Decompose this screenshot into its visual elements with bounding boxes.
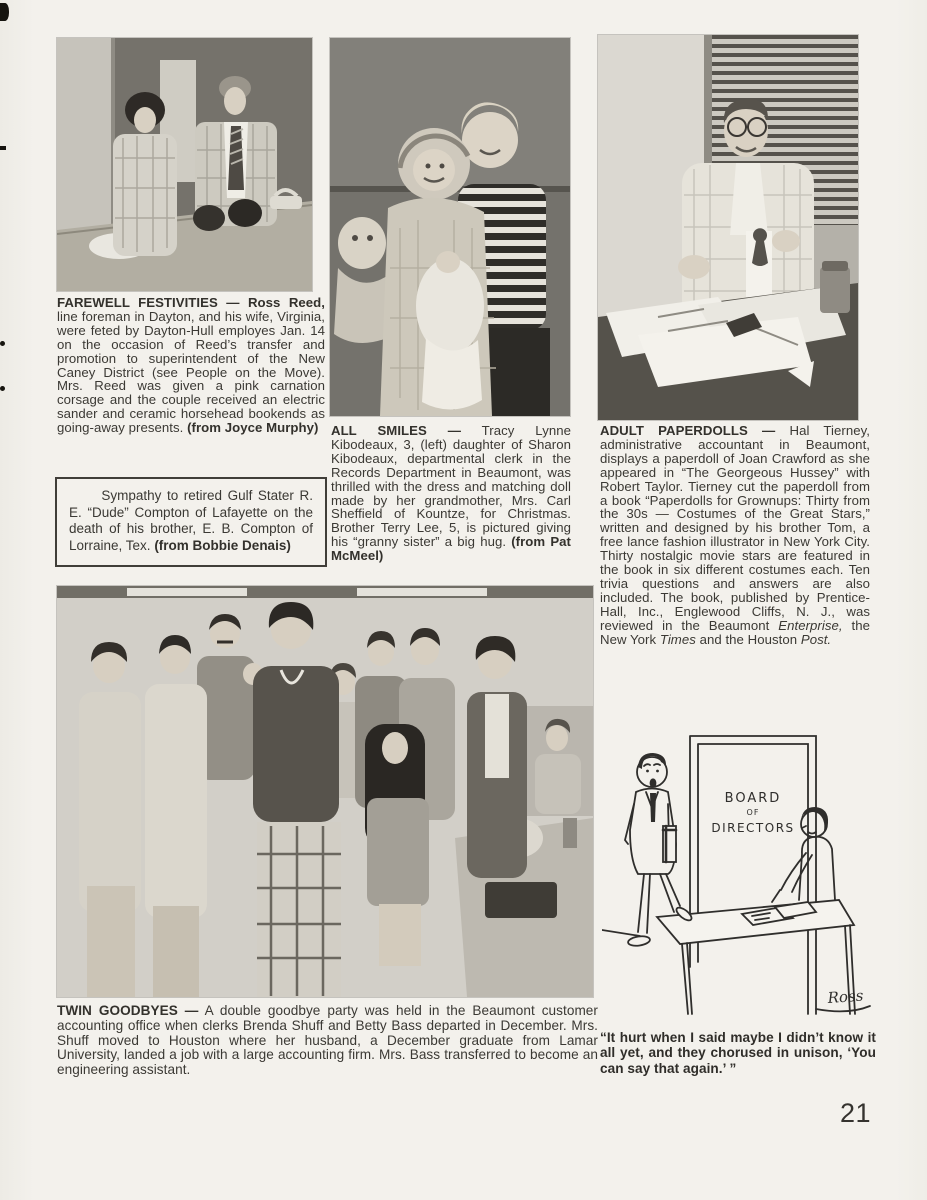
cartoon-illustration [602,722,890,1020]
scan-artifact [0,341,5,346]
caption-all-smiles-credit: (from Pat McMeel) [331,534,571,564]
sympathy-note-box [55,477,327,567]
scan-artifact [0,3,9,21]
caption-twin-body: A double goodbye party was held in the Beaumont customer accounting office when clerks Brenda Shuff and Betty Bass departed in December. Mrs. Shuff moved to Houston where her husband, a December graduate from Lamar University, landed a job with a large accounting firm. Mrs. Bass transferred to become an engineering assistant. [57,1003,598,1078]
caption-farewell-body: line foreman in Dayton, and his wife, Virginia, were feted by Dayton-Hull employes Jan. 14 on the occasion of Reed’s transfer and promotion to superintendent of the New Caney District (see People on the Move). Mrs. Reed was given a pink carnation corsage and the couple received an electric sander and ceramic horsehead bookends as going-away presents. [57,308,325,436]
sympathy-body: Sympathy to retired Gulf Stater R. E. “Dude” Compton of Lafayette on the death of his brother, E. B. Compton of Lorraine, Tex. [69,488,313,553]
caption-paperdolls-italic-post: Post. [800,631,832,647]
photo-all-smiles [330,38,570,416]
door-sign-line1: BOARD [724,791,782,806]
scan-artifact [0,386,5,391]
door-sign-line2: OF [746,808,760,817]
caption-farewell-lead: FAREWELL FESTIVITIES — Ross Reed, [57,295,325,310]
door-sign [711,791,794,835]
caption-paperdolls-lead: ADULT PAPERDOLLS — [600,423,776,438]
caption-paperdolls-body: Hal Tierney, administrative accountant in Beaumont, displays a paperdoll of Joan Crawford as she appeared in “The Georgeous Hussey” with Robert Taylor. Tierney cut the paperdoll from a book “Paperdolls for Grownups: Thirty from the 30s — Costumes of the Great Stars,” written and designed by his brother Tom, a free lance fashion illustrator in New York City. Thirty nostalgic movie stars are featured in the book in six different costumes each. Ten trivia questions and answers are also included. The book, published by Prentice-Hall, Inc., Englewood Cliffs, N. J., was reviewed in the Beaumont [600,423,870,633]
caption-paperdolls-italic-enterprise: Enterprise, [778,617,843,633]
door-sign-line3: DIRECTORS [711,821,795,835]
caption-paperdolls-body3: and the Houston [695,631,801,647]
sympathy-credit: (from Bobbie Denais) [154,537,291,553]
photo-twin-goodbyes [57,586,593,997]
cartoon-caption: “It hurt when I said maybe I didn’t know it all yet, and they chorused in unison, ‘You can say that again.’ ” [600,1030,876,1076]
cartoon-signature [816,987,870,1012]
scan-artifact [0,146,6,150]
caption-twin-lead: TWIN GOODBYES — [57,1003,199,1018]
caption-farewell [57,296,325,435]
caption-all-smiles [331,424,571,563]
caption-all-smiles-body: Tracy Lynne Kibodeaux, 3, (left) daughter of Sharon Kibodeaux, departmental clerk in the Records Department in Beaumont, was thrilled with the dress and matching doll made by her grandmother, Mrs. Carl Sheffield of Kountze, for Christmas. Brother Terry Lee, 5, is pictured giving his “granny sister” a big hug. [331,423,571,550]
photo-adult-paperdolls [598,35,858,420]
svg-text:Ross: Ross [827,986,864,1007]
caption-farewell-credit: (from Joyce Murphy) [187,420,319,436]
caption-adult-paperdolls [600,424,870,647]
photo-farewell [57,38,312,291]
caption-all-smiles-lead: ALL SMILES — [331,423,461,438]
caption-paperdolls-body2: the New York [600,617,870,647]
page-number: 21 [840,1098,872,1128]
caption-twin-goodbyes [57,1004,598,1078]
cartoon-door [690,736,816,1014]
sympathy-text [69,488,313,554]
caption-paperdolls-italic-times: Times [659,631,696,647]
